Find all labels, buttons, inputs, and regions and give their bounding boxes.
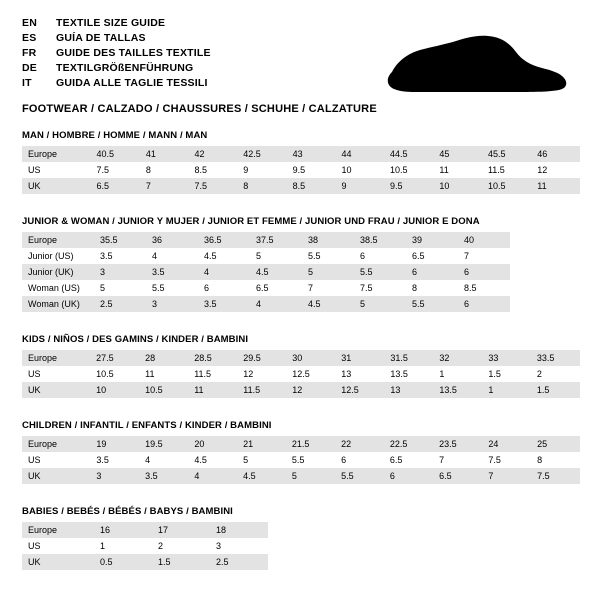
size-cell: 3 [210,538,268,554]
size-cell: 2 [531,366,580,382]
size-cell: 9 [335,178,384,194]
size-table-body [22,522,268,570]
size-block [22,506,580,570]
size-cell: 0.5 [94,554,152,570]
size-cell: 1.5 [482,366,531,382]
size-cell: 7 [302,280,354,296]
size-cell: 13.5 [384,366,433,382]
size-cell: 11.5 [237,382,286,398]
size-table-body [22,232,510,312]
size-cell: 7.5 [188,178,237,194]
size-cell: 10 [90,382,139,398]
table-row [22,162,580,178]
size-cell: 7 [458,248,510,264]
size-cell: 6.5 [433,468,482,484]
size-cell: 44.5 [384,146,433,162]
size-table [22,522,268,570]
size-cell: 3.5 [139,468,188,484]
size-cell: 6.5 [384,452,433,468]
size-cell: 5 [250,248,302,264]
size-cell: 22.5 [384,436,433,452]
size-cell: 3 [94,264,146,280]
size-cell: 10.5 [139,382,188,398]
size-cell: 19 [90,436,139,452]
size-cell: 2 [152,538,210,554]
language-code: ES [22,32,37,44]
size-table-body [22,146,580,194]
size-block-title: JUNIOR & WOMAN / JUNIOR Y MUJER / JUNIOR ET FEMME / JUNIOR UND FRAU / JUNIOR E DONA [22,216,480,227]
language-row [22,76,211,91]
table-row [22,296,510,312]
language-row [22,31,211,46]
row-label: UK [22,468,90,484]
size-cell: 3.5 [94,248,146,264]
size-cell: 4 [188,468,237,484]
size-cell: 3.5 [146,264,198,280]
size-cell: 16 [94,522,152,538]
size-cell: 12.5 [286,366,335,382]
row-label: Europe [22,146,91,162]
size-cell: 12 [531,162,580,178]
size-cell: 31 [335,350,384,366]
size-cell: 41 [140,146,189,162]
size-cell: 40 [458,232,510,248]
size-cell: 21 [237,436,286,452]
size-cell: 8.5 [188,162,237,178]
size-cell: 11.5 [482,162,531,178]
page-header [22,16,580,115]
size-cell: 25 [531,436,580,452]
size-cell: 37.5 [250,232,302,248]
size-cell: 44 [335,146,384,162]
size-cell: 10.5 [384,162,433,178]
table-row [22,554,268,570]
table-row [22,178,580,194]
language-title: TEXTILGRÖßENFÜHRUNG [56,62,194,74]
size-cell: 5.5 [286,452,335,468]
language-title: GUÍA DE TALLAS [56,32,146,44]
language-code: DE [22,62,37,74]
size-cell: 28.5 [188,350,237,366]
size-block-title: KIDS / NIÑOS / DES GAMINS / KINDER / BAMBINI [22,334,249,345]
size-cell: 45 [433,146,482,162]
size-cell: 12 [286,382,335,398]
size-cell: 1 [94,538,152,554]
size-cell: 6 [384,468,433,484]
size-cell: 6 [198,280,250,296]
size-cell: 36 [146,232,198,248]
size-cell: 21.5 [286,436,335,452]
size-cell: 11 [433,162,482,178]
size-cell: 11 [188,382,237,398]
language-title: TEXTILE SIZE GUIDE [56,17,166,29]
size-cell: 5 [302,264,354,280]
size-cell: 13 [335,366,384,382]
table-row [22,350,580,366]
size-block [22,334,580,398]
size-cell: 9 [237,162,286,178]
size-table-body [22,350,580,398]
size-cell: 5 [237,452,286,468]
size-cell: 3 [146,296,198,312]
size-cell: 45.5 [482,146,531,162]
size-cell: 2.5 [210,554,268,570]
size-table [22,146,580,194]
size-cell: 5.5 [335,468,384,484]
size-block [22,130,580,194]
size-cell: 10 [335,162,384,178]
size-cell: 7.5 [482,452,531,468]
size-cell: 12.5 [335,382,384,398]
size-cell: 29.5 [237,350,286,366]
size-cell: 5 [354,296,406,312]
size-table [22,436,580,484]
row-label: UK [22,178,91,194]
size-cell: 3.5 [90,452,139,468]
size-cell: 43 [287,146,336,162]
size-cell: 32 [433,350,482,366]
language-row [22,46,211,61]
size-cell: 24 [482,436,531,452]
size-cell: 7.5 [91,162,140,178]
size-cell: 5.5 [302,248,354,264]
size-block-title: BABIES / BEBÉS / BÉBÉS / BABYS / BAMBINI [22,506,233,517]
size-cell: 8 [140,162,189,178]
size-cell: 6.5 [406,248,458,264]
dress-shoe-icon [380,34,570,100]
size-cell: 7 [433,452,482,468]
size-cell: 7.5 [531,468,580,484]
size-cell: 4.5 [237,468,286,484]
category-title: FOOTWEAR / CALZADO / CHAUSSURES / SCHUHE / CALZATURE [22,103,377,115]
language-row [22,61,211,76]
size-cell: 6.5 [250,280,302,296]
language-code: FR [22,47,37,59]
row-label: Woman (UK) [22,296,94,312]
row-label: US [22,538,94,554]
row-label: US [22,366,90,382]
language-title-table [22,16,211,91]
size-cell: 13 [384,382,433,398]
size-cell: 11.5 [188,366,237,382]
size-cell: 10.5 [90,366,139,382]
size-cell: 4 [198,264,250,280]
language-row [22,16,211,31]
size-cell: 4.5 [188,452,237,468]
size-cell: 8 [531,452,580,468]
size-block [22,216,580,312]
size-cell: 5.5 [146,280,198,296]
size-cell: 31.5 [384,350,433,366]
size-cell: 9.5 [384,178,433,194]
size-table-body [22,436,580,484]
size-cell: 8.5 [458,280,510,296]
size-cell: 1 [433,366,482,382]
size-cell: 30 [286,350,335,366]
size-cell: 8 [237,178,286,194]
size-cell: 1 [482,382,531,398]
size-cell: 4 [250,296,302,312]
size-cell: 28 [139,350,188,366]
size-cell: 5.5 [354,264,406,280]
table-row [22,264,510,280]
size-cell: 13.5 [433,382,482,398]
table-row [22,366,580,382]
size-cell: 6.5 [91,178,140,194]
size-cell: 9.5 [287,162,336,178]
row-label: Junior (US) [22,248,94,264]
row-label: US [22,162,91,178]
size-cell: 33.5 [531,350,580,366]
size-block-title: CHILDREN / INFANTIL / ENFANTS / KINDER / BAMBINI [22,420,272,431]
size-cell: 33 [482,350,531,366]
size-cell: 18 [210,522,268,538]
size-cell: 8.5 [287,178,336,194]
row-label: Europe [22,522,94,538]
size-table [22,350,580,398]
size-cell: 10.5 [482,178,531,194]
size-cell: 42.5 [237,146,286,162]
size-cell: 20 [188,436,237,452]
table-row [22,280,510,296]
size-cell: 4.5 [250,264,302,280]
row-label: UK [22,382,90,398]
table-row [22,522,268,538]
size-cell: 5.5 [406,296,458,312]
size-table [22,232,510,312]
language-code: IT [22,77,32,89]
table-row [22,468,580,484]
table-row [22,538,268,554]
row-label: UK [22,554,94,570]
row-label: US [22,452,90,468]
size-cell: 12 [237,366,286,382]
size-cell: 7 [140,178,189,194]
row-label: Junior (UK) [22,264,94,280]
size-cell: 19.5 [139,436,188,452]
row-label: Europe [22,350,90,366]
size-cell: 4 [146,248,198,264]
size-cell: 4.5 [302,296,354,312]
size-cell: 38.5 [354,232,406,248]
size-cell: 1.5 [531,382,580,398]
size-cell: 3.5 [198,296,250,312]
size-cell: 7 [482,468,531,484]
size-cell: 6 [458,264,510,280]
table-row [22,452,580,468]
size-cell: 5 [286,468,335,484]
size-cell: 23.5 [433,436,482,452]
size-cell: 3 [90,468,139,484]
table-row [22,232,510,248]
table-row [22,382,580,398]
size-block-title: MAN / HOMBRE / HOMME / MANN / MAN [22,130,208,141]
size-cell: 39 [406,232,458,248]
language-code: EN [22,17,37,29]
language-title: GUIDA ALLE TAGLIE TESSILI [56,77,208,89]
size-cell: 36.5 [198,232,250,248]
size-cell: 2.5 [94,296,146,312]
size-block [22,420,580,484]
size-cell: 17 [152,522,210,538]
language-title-body [22,16,211,91]
row-label: Europe [22,436,90,452]
table-row [22,248,510,264]
size-cell: 1.5 [152,554,210,570]
size-cell: 6 [406,264,458,280]
size-cell: 40.5 [91,146,140,162]
table-row [22,436,580,452]
size-cell: 4.5 [198,248,250,264]
size-cell: 6 [335,452,384,468]
size-cell: 5 [94,280,146,296]
size-cell: 42 [188,146,237,162]
size-cell: 11 [139,366,188,382]
size-blocks [22,130,580,570]
size-cell: 6 [354,248,406,264]
size-cell: 27.5 [90,350,139,366]
size-cell: 11 [531,178,580,194]
size-cell: 8 [406,280,458,296]
size-cell: 38 [302,232,354,248]
row-label: Woman (US) [22,280,94,296]
table-row [22,146,580,162]
size-cell: 35.5 [94,232,146,248]
size-cell: 7.5 [354,280,406,296]
size-cell: 6 [458,296,510,312]
size-cell: 22 [335,436,384,452]
size-cell: 4 [139,452,188,468]
row-label: Europe [22,232,94,248]
size-cell: 46 [531,146,580,162]
language-title: GUIDE DES TAILLES TEXTILE [56,47,211,59]
size-cell: 10 [433,178,482,194]
